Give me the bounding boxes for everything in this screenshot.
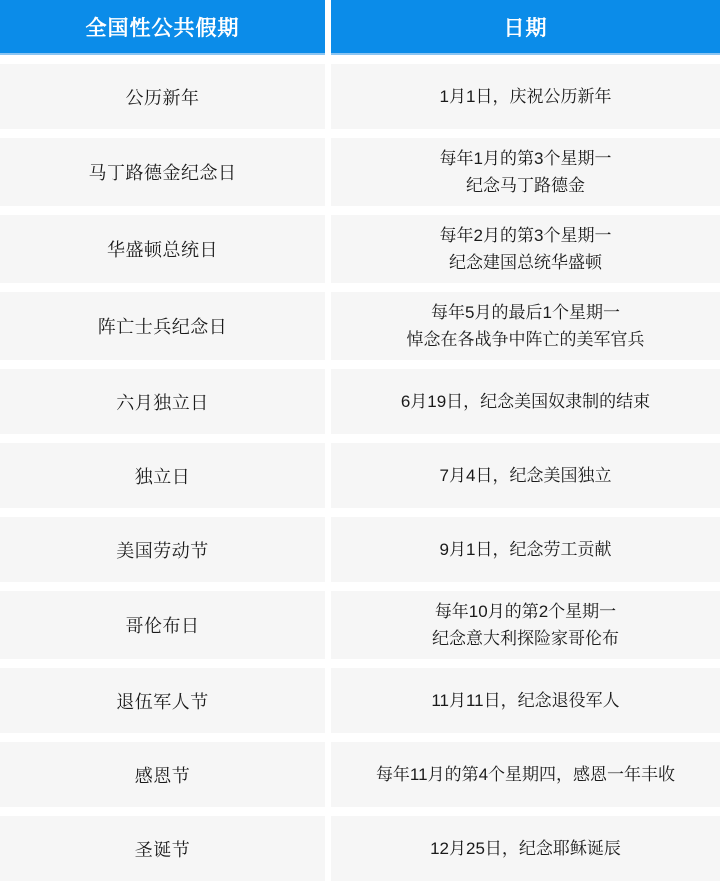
holiday-name: 退伍军人节	[116, 691, 209, 712]
date-line: 12月25日，纪念耶稣诞辰	[430, 839, 621, 858]
table-row-holiday-date	[331, 138, 720, 206]
date-line: 纪念意大利探险家哥伦布	[432, 629, 619, 648]
table-row-holiday-date	[331, 292, 720, 360]
holiday-name: 公历新年	[125, 87, 200, 108]
table-row-holiday-date	[331, 64, 720, 129]
holiday-name: 六月独立日	[116, 392, 209, 413]
table-row-holiday-name	[0, 591, 325, 659]
date-line: 每年1月的第3个星期一	[439, 149, 612, 168]
date-line: 11月11日，纪念退役军人	[431, 691, 620, 710]
table-row-holiday-name	[0, 816, 325, 881]
holiday-name: 马丁路德金纪念日	[88, 163, 237, 183]
date-line: 6月19日，纪念美国奴隶制的结束	[400, 392, 651, 411]
table-row-holiday-date	[331, 742, 720, 807]
date-line: 纪念建国总统华盛顿	[449, 253, 602, 272]
table-row-holiday-name	[0, 138, 325, 206]
table-row-holiday-date	[331, 816, 720, 881]
table-row-holiday-name	[0, 64, 325, 129]
table-row-holiday-name	[0, 517, 325, 582]
table-row-holiday-name	[0, 443, 325, 508]
table-row-holiday-date	[331, 517, 720, 582]
table-row-holiday-date	[331, 591, 720, 659]
holiday-name: 阵亡士兵纪念日	[97, 317, 228, 337]
table-row-holiday-date	[331, 215, 720, 283]
table-row-holiday-name	[0, 215, 325, 283]
table-row-holiday-name	[0, 742, 325, 807]
header-holiday-label: 全国性公共假期	[85, 16, 240, 40]
holiday-name: 独立日	[134, 466, 191, 487]
date-line: 每年2月的第3个星期一	[439, 226, 612, 245]
holiday-name: 美国劳动节	[116, 540, 209, 561]
date-line: 9月1日，纪念劳工贡献	[439, 540, 612, 559]
table-row-holiday-name	[0, 668, 325, 733]
holiday-name: 感恩节	[134, 765, 191, 786]
header-date-label: 日期	[503, 16, 548, 40]
table-row-holiday-date	[331, 369, 720, 434]
date-line: 每年5月的最后1个星期一	[431, 303, 620, 322]
date-line: 每年10月的第2个星期一	[434, 602, 617, 621]
table-row-holiday-name	[0, 292, 325, 360]
header-holiday-column	[0, 0, 325, 55]
table-row-holiday-date	[331, 668, 720, 733]
holiday-name: 圣诞节	[134, 839, 191, 860]
header-date-column	[331, 0, 720, 55]
holiday-name: 哥伦布日	[125, 616, 200, 636]
table-row-holiday-name	[0, 369, 325, 434]
date-line: 7月4日，纪念美国独立	[439, 466, 612, 485]
holiday-name: 华盛顿总统日	[107, 240, 218, 260]
date-line: 每年11月的第4个星期四，感恩一年丰收	[375, 765, 676, 784]
date-line: 1月1日，庆祝公历新年	[439, 87, 612, 106]
date-line: 纪念马丁路德金	[466, 176, 585, 195]
date-line: 悼念在各战争中阵亡的美军官兵	[406, 330, 645, 349]
table-row-holiday-date	[331, 443, 720, 508]
